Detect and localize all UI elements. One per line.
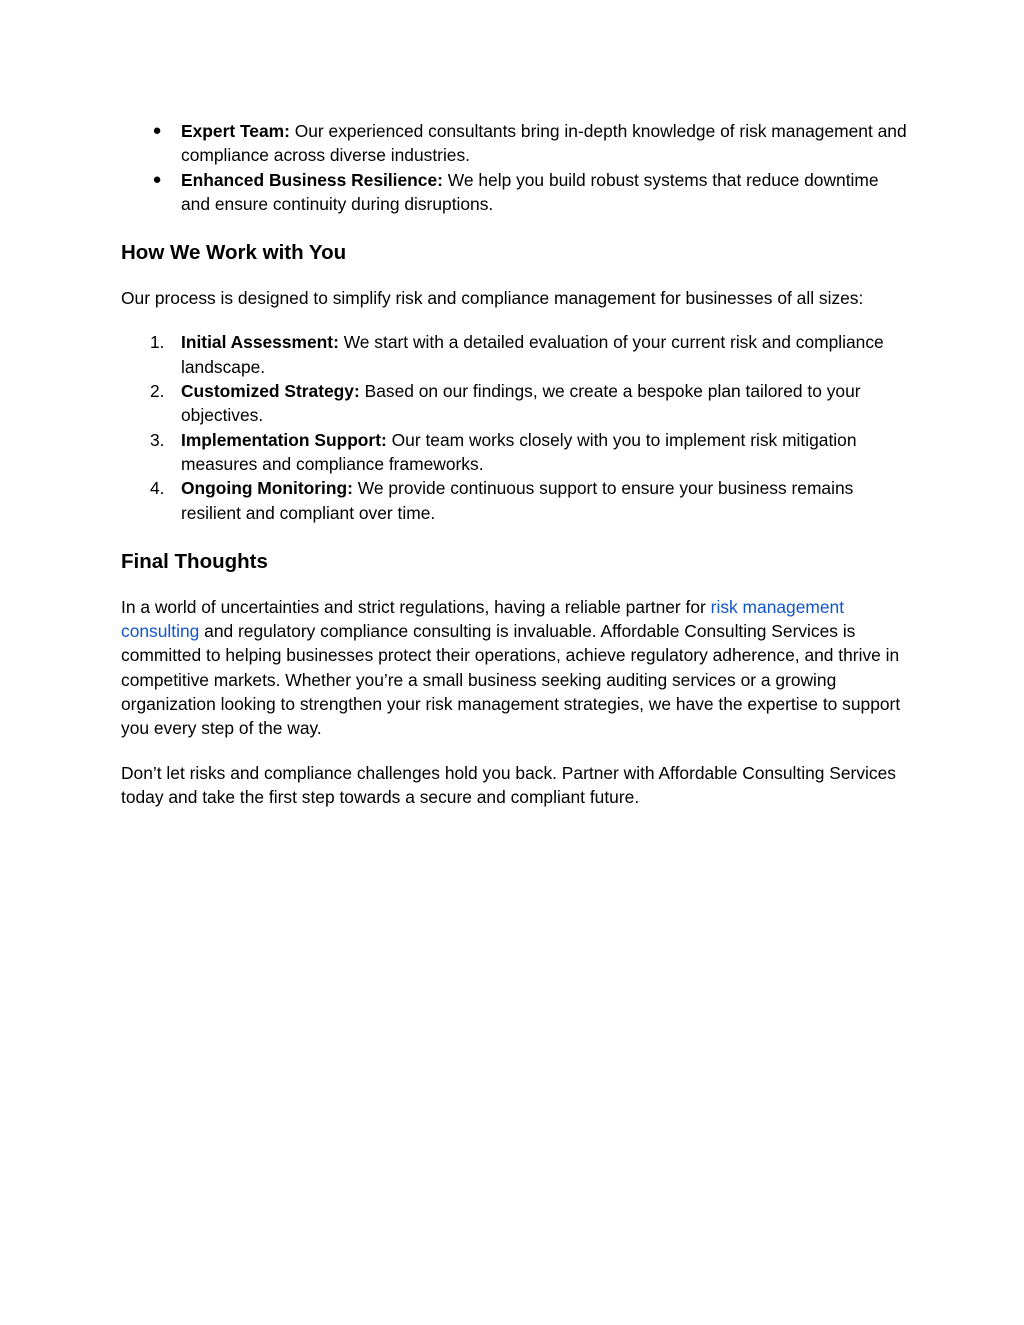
list-item — [121, 476, 911, 525]
bullet-icon: ● — [152, 122, 162, 139]
list-item — [121, 428, 911, 477]
item-text: We start with a detailed evaluation of your current risk and compliance landscape. — [181, 332, 884, 377]
process-steps-list — [121, 330, 911, 524]
benefits-list — [121, 119, 911, 216]
item-lead: Expert Team: — [181, 121, 290, 141]
list-item — [121, 168, 911, 217]
item-lead: Implementation Support: — [181, 429, 387, 450]
step-number: 2. — [150, 381, 165, 402]
item-lead: Ongoing Monitoring: — [181, 478, 353, 499]
item-text: Our team works closely with you to implement risk mitigation measures and compliance frameworks. — [181, 429, 857, 474]
list-item — [121, 379, 911, 428]
list-item — [121, 119, 911, 168]
process-intro: Our process is designed to simplify risk and compliance management for businesses of all sizes: — [121, 288, 864, 309]
final-paragraph-1 — [121, 595, 911, 741]
item-lead: Enhanced Business Resilience: — [181, 169, 443, 190]
item-text: Our experienced consultants bring in-depth knowledge of risk management and compliance across diverse industries. — [181, 121, 907, 166]
item-text: Based on our findings, we create a bespoke plan tailored to your objectives. — [181, 381, 861, 426]
item-lead: Customized Strategy: — [181, 381, 360, 402]
bullet-icon: ● — [152, 170, 162, 188]
section-heading-how-we-work: How We Work with You — [121, 241, 347, 265]
step-number: 1. — [150, 332, 165, 353]
item-lead: Initial Assessment: — [181, 332, 339, 353]
list-item — [121, 330, 911, 379]
item-text: We help you build robust systems that reduce downtime and ensure continuity during disruptions. — [181, 169, 879, 214]
document-page — [121, 119, 911, 809]
paragraph-text: In a world of uncertainties and strict regulations, having a reliable partner for — [121, 596, 706, 617]
final-paragraph-2: Don’t let risks and compliance challenges hold you back. Partner with Affordable Consulting Services today and take the first step towards a secure and compliant future. — [121, 762, 896, 807]
risk-management-consulting-link[interactable]: risk management consulting — [121, 596, 845, 642]
item-text: We provide continuous support to ensure your business remains resilient and compliant over time. — [181, 478, 854, 523]
section-heading-final-thoughts: Final Thoughts — [121, 549, 268, 573]
step-number: 4. — [150, 478, 165, 499]
paragraph-text: and regulatory compliance consulting is invaluable. Affordable Consulting Services is committed to helping businesses protect their operations, achieve regulatory adherence, and thrive in competitive markets. Whether you’re a small business seeking auditing services or a growing organization looking to strengthen your risk management strategies, we have the expertise to support you every step of the way. — [121, 621, 901, 739]
step-number: 3. — [150, 429, 165, 450]
